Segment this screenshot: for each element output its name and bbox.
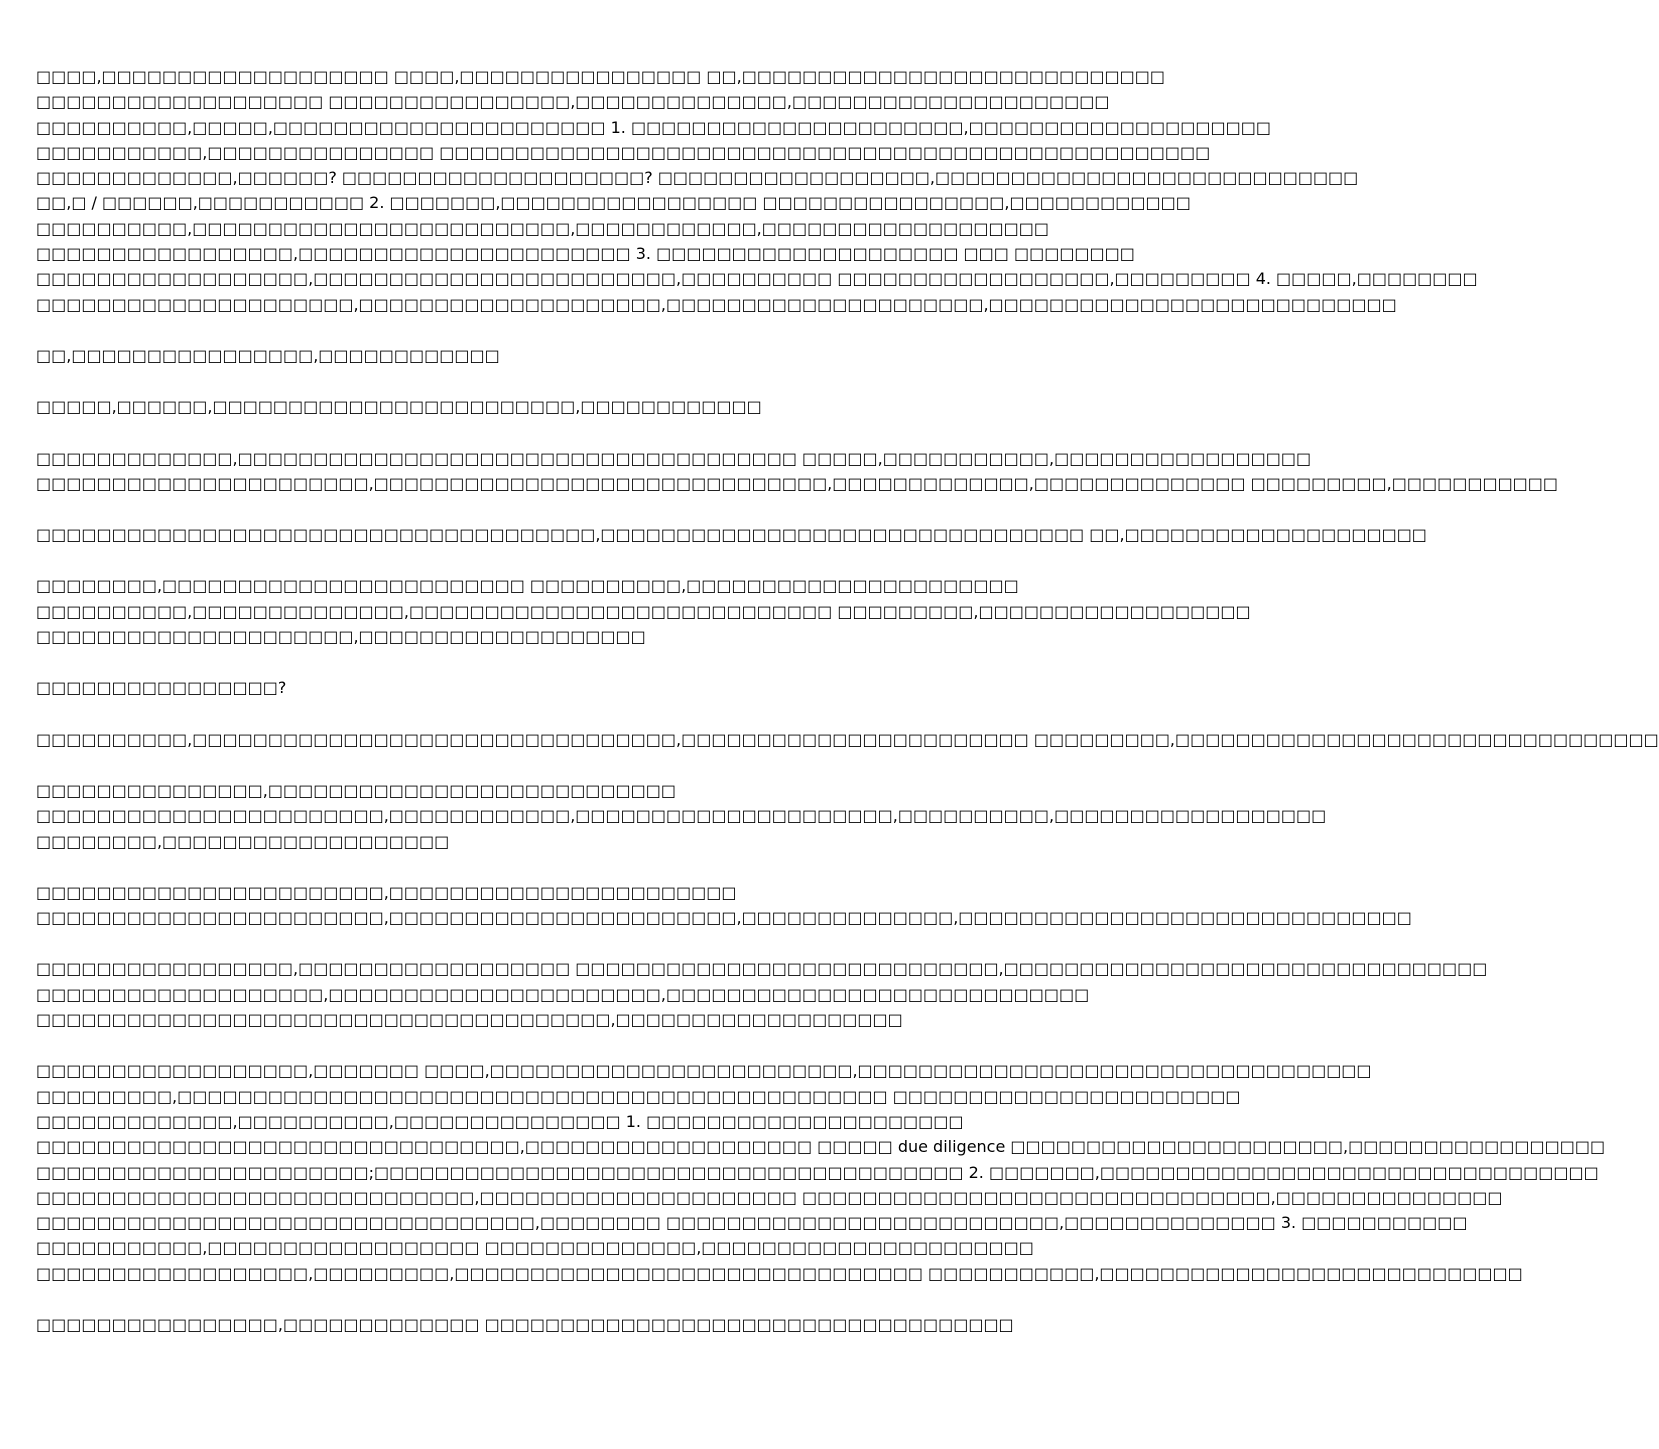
document-body [36, 64, 1659, 1363]
paragraph [36, 343, 988, 368]
text-line: □□□□□□□□□□□□□□□□□□□□□□;□□□□□□□□□□□□□□□□□□□□□□□□□□□□□□□□□□□□□□□ 2. □□□□□□□,□□□□□□□□□□□□□□□□□□□□□□□□□□□□□□□□□ [36, 1162, 1599, 1182]
paragraph [36, 956, 1488, 1032]
text-line: □□□□□□□□□□,□□□□□,□□□□□□□□□□□□□□□□□□□□□□ 1. □□□□□□□□□□□□□□□□□□□□□□,□□□□□□□□□□□□□□□□□□□□ [36, 117, 1271, 137]
text-line: □□□□□□□□□□□□□□□□□□□□□□□,□□□□□□□□□□□□□□□□□□□□□□□,□□□□□□□□□□□□□□,□□□□□□□□□□□□□□□□□□□□□□□□□□□□□□ [36, 908, 1412, 928]
text-line: □□□□□□□□□□□,□□□□□□□□□□□□□□□□□□ □□□□□□□□□□□□□□,□□□□□□□□□□□□□□□□□□□□□□ [36, 1238, 1034, 1258]
paragraph [36, 573, 1251, 649]
text-line: □□□□,□□□□□□□□□□□□□□□□□□□ □□□□,□□□□□□□□□□□□□□□□ □□,□□□□□□□□□□□□□□□□□□□□□□□□□□□□ [36, 67, 1165, 86]
text-line: □□□□□□□□□□□□□□□□□□□□□□□,□□□□□□□□□□□□,□□□□□□□□□□□□□□□□□□□□□,□□□□□□□□□□,□□□□□□□□□□□□□□□□□□ [36, 806, 1327, 826]
text-line: □□□□□□□□□□□□□□□□□□,□□□□□□□□□□□□□□□□□□□□□□□□,□□□□□□□□□□ □□□□□□□□□□□□□□□□□□,□□□□□□□□□ 4. □□□□□,□□□□□□□□ [36, 269, 1478, 289]
paragraph [36, 446, 1559, 497]
text-line: □□□□□□□□□□□□□□□□□,□□□□□□□□□□□□□□□□□□ □□□□□□□□□□□□□□□□□□□□□□□□□□□□,□□□□□□□□□□□□□□□□□□□□□□□□□□□□□□□□ [36, 959, 1488, 979]
text-line: □□□□□□□□□□□□□□□□□□□□□□□□□□□□□,□□□□□□□□□□□□□□□□□□□□□ □□□□□□□□□□□□□□□□□□□□□□□□□□□□□□□,□□□□□□□□□□□□□□□ [36, 1187, 1503, 1207]
text-line: □□,□ / □□□□□□,□□□□□□□□□□□ 2. □□□□□□□,□□□□□□□□□□□□□□□□□ □□□□□□□□□□□□□□□□,□□□□□□□□□□□□ [36, 193, 1191, 213]
paragraph [36, 1058, 1606, 1286]
text-line: □□□□□□□□,□□□□□□□□□□□□□□□□□□□ [36, 831, 450, 851]
text-line: □□□□□□□□□□□□□,□□□□□□□□□□,□□□□□□□□□□□□□□□ 1. □□□□□□□□□□□□□□□□□□□□□ [36, 1111, 964, 1131]
text-line: □□□□□□□□□□□,□□□□□□□□□□□□□□□ □□□□□□□□□□□□□□□□□□□□□□□□□□□□□□□□□□□□□□□□□□□□□□□□□□□ [36, 142, 1211, 162]
paragraph [36, 880, 1412, 931]
text-line: □□□□□□□□□□□□□□□□□□□□□□□,□□□□□□□□□□□□□□□□□□□□□□□ [36, 882, 737, 902]
text-line: □□□□□□□□□□□□□□□□□□,□□□□□□□□□,□□□□□□□□□□□□□□□□□□□□□□□□□□□□□□□ □□□□□□□□□□□,□□□□□□□□□□□□□□□□□□□□□□□□□□□□ [36, 1263, 1523, 1283]
text-line: □□□□□□□□□□□□□□□□□□,□□□□□□□ □□□□,□□□□□□□□□□□□□□□□□□□□□□□□,□□□□□□□□□□□□□□□□□□□□□□□□□□□□□□□□□□ [36, 1061, 1372, 1081]
paragraph [36, 675, 988, 700]
text-line: □□□□□□□□□□□□□□□□□□□□□,□□□□□□□□□□□□□□□□□□□ [36, 627, 646, 647]
paragraph [36, 394, 988, 419]
text-line: □□□□□□□□□□□□□□□□□□□□□,□□□□□□□□□□□□□□□□□□□□,□□□□□□□□□□□□□□□□□□□□□,□□□□□□□□□□□□□□□□□□□□□□□□□□□ [36, 294, 1397, 314]
text-line: □□□□□□□□□□□□□□□□□□□□□□□□□□□□□□□□□□□□□□,□□□□□□□□□□□□□□□□□□□ [36, 1010, 903, 1030]
paragraph [36, 778, 1327, 854]
text-line: □□□□□□□□□□□□□□□□? [36, 678, 287, 698]
text-line: □□□□□□□□□□,□□□□□□□□□□□□□□,□□□□□□□□□□□□□□□□□□□□□□□□□□□□ □□□□□□□□□,□□□□□□□□□□□□□□□□□□ [36, 601, 1251, 621]
text-line: □□□□□□□□□□□□□□□□□□□,□□□□□□□□□□□□□□□□□□□□□□,□□□□□□□□□□□□□□□□□□□□□□□□□□□□ [36, 984, 1090, 1004]
text-line: □□□□□□□□□□□□□□□□□□□ □□□□□□□□□□□□□□□□,□□□□□□□□□□□□□□,□□□□□□□□□□□□□□□□□□□□□ [36, 92, 1110, 112]
text-line: □□□□□□□□□□□□□□□□□□□□□□□□□□□□□□□□□,□□□□□□□□ □□□□□□□□□□□□□□□□□□□□□□□□□□,□□□□□□□□□□□□□□ 3. □□□□□□□□□□□ [36, 1213, 1468, 1233]
paragraph [36, 522, 1427, 547]
text-line: □□□□□□□□□□□□□□□□□□□□□□□□□□□□□□□□□□□□□,□□□□□□□□□□□□□□□□□□□□□□□□□□□□□□□□ □□,□□□□□□□□□□□□□□□□□□□□ [36, 525, 1427, 545]
text-line: □□□□□□□□□□□□□,□□□□□□□□□□□□□□□□□□□□□□□□□□□□□□□□□□□□□ □□□□□,□□□□□□□□□□□,□□□□□□□□□□□□□□□□□ [36, 448, 1312, 468]
text-line: □□□□□□□□□□□□□□□□,□□□□□□□□□□□□□ □□□□□□□□□□□□□□□□□□□□□□□□□□□□□□□□□□□ [36, 1314, 1014, 1334]
paragraph [36, 727, 1659, 752]
text-line: □□□□□□□□□□,□□□□□□□□□□□□□□□□□□□□□□□□□□□□□□□□,□□□□□□□□□□□□□□□□□□□□□□□ □□□□□□□□□,□□□□□□□□□□□□□□□□□□□□□□□□□□□□□□□□ [36, 729, 1659, 749]
paragraph [36, 1312, 1014, 1337]
text-line: □□□□□□□□□□□□□□□,□□□□□□□□□□□□□□□□□□□□□□□□□□□ [36, 780, 677, 800]
text-line: □□□□□□□□,□□□□□□□□□□□□□□□□□□□□□□□□ □□□□□□□□□□,□□□□□□□□□□□□□□□□□□□□□□ [36, 576, 1019, 596]
text-line: □□□□□□□□□□□□□□□□□□□□□□□□□□□□□□□□,□□□□□□□□□□□□□□□□□□□ □□□□□ due diligence □□□□□□□□□□□□□□□□□□□□□□,□□□□□□□□□□□□□□□□□ [36, 1137, 1606, 1157]
text-line: □□□□□□□□□□□□□□□□□,□□□□□□□□□□□□□□□□□□□□□□ 3. □□□□□□□□□□□□□□□□□□□□ □□□ □□□□□□□□ [36, 244, 1135, 264]
text-line: □□□□□□□□□□,□□□□□□□□□□□□□□□□□□□□□□□□□,□□□□□□□□□□□□,□□□□□□□□□□□□□□□□□□□ [36, 218, 1049, 238]
text-line: □□□□□□□□□,□□□□□□□□□□□□□□□□□□□□□□□□□□□□□□□□□□□□□□□□□□□□□□□ □□□□□□□□□□□□□□□□□□□□□□□ [36, 1086, 1241, 1106]
paragraph [36, 64, 1478, 317]
text-line: □□,□□□□□□□□□□□□□□□□,□□□□□□□□□□□□ [36, 345, 500, 365]
text-line: □□□□□,□□□□□□,□□□□□□□□□□□□□□□□□□□□□□□□,□□□□□□□□□□□□ [36, 397, 762, 417]
text-line: □□□□□□□□□□□□□,□□□□□□? □□□□□□□□□□□□□□□□□□□□? □□□□□□□□□□□□□□□□□□,□□□□□□□□□□□□□□□□□□□□□□□□□□□□ [36, 168, 1359, 188]
text-line: □□□□□□□□□□□□□□□□□□□□□□,□□□□□□□□□□□□□□□□□□□□□□□□□□□□□□,□□□□□□□□□□□□□,□□□□□□□□□□□□□□ □□□□□□□□□,□□□□□□□□□□□ [36, 473, 1559, 493]
